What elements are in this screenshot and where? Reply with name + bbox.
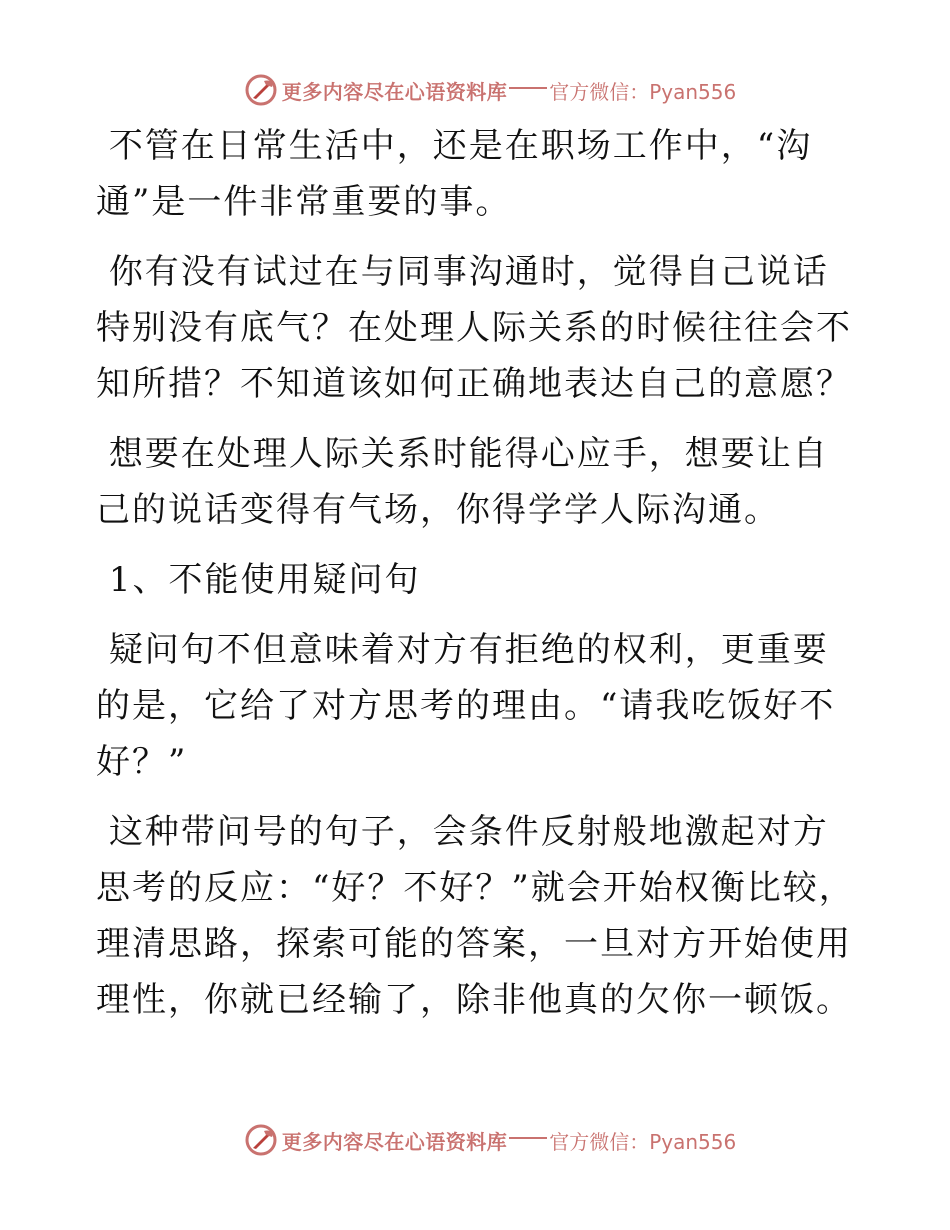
- quill-logo-icon: [244, 1123, 278, 1157]
- watermark-wechat-text: 官方微信：Pyan556: [549, 79, 737, 104]
- watermark-dash: [509, 1137, 547, 1139]
- paragraph: 疑问句不但意味着对方有拒绝的权利，更重要的是，它给了对方思考的理由。“请我吃饭好不好？”: [96, 630, 836, 782]
- watermark-site-text: 更多内容尽在心语资料库: [281, 1129, 508, 1154]
- paragraph: 你有没有试过在与同事沟通时，觉得自己说话特别没有底气？在处理人际关系的时候往往会不知所措？不知道该如何正确地表达自己的意愿？: [96, 252, 852, 404]
- watermark-site-text: 更多内容尽在心语资料库: [281, 79, 508, 104]
- paragraph: 这种带问号的句子，会条件反射般地激起对方思考的反应：“好？不好？”就会开始权衡比较，理清思路，探索可能的答案，一旦对方开始使用理性，你就已经输了，除非他真的欠你一顿饭。: [96, 812, 855, 1020]
- header-watermark-banner: [0, 70, 950, 110]
- quill-logo-icon: [244, 73, 278, 107]
- paragraph: 想要在处理人际关系时能得心应手，想要让自己的说话变得有气场，你得学学人际沟通。: [96, 434, 829, 530]
- watermark-wechat-text: 官方微信：Pyan556: [549, 1129, 737, 1154]
- watermark-dash: [509, 87, 547, 89]
- section-heading: 1、不能使用疑问句: [96, 560, 421, 600]
- footer-watermark-banner: [0, 1120, 950, 1160]
- article-body: [96, 118, 856, 1048]
- paragraph: 不管在日常生活中，还是在职场工作中，“沟通”是一件非常重要的事。: [96, 126, 813, 222]
